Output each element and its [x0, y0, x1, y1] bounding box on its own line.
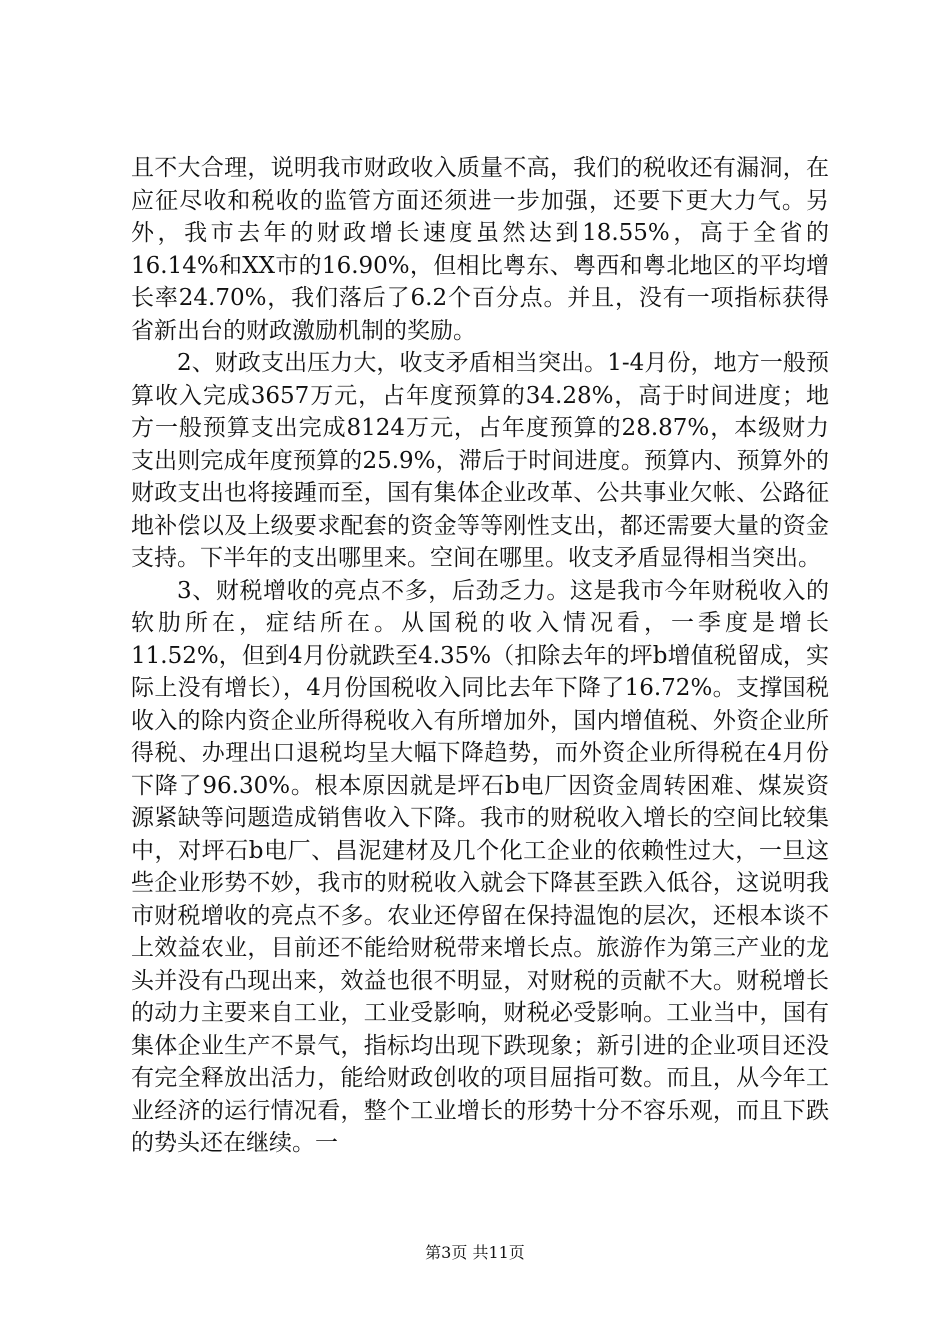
body-text: [131, 152, 829, 1160]
paragraph-3: 3、财税增收的亮点不多，后劲乏力。这是我市今年财税收入的软肋所在，症结所在。从国税的收入情况看，一季度是增长11.52%，但到4月份就跌至4.35%（扣除去年的坪b增值税留成，实际上没有增长），4月份国税收入同比去年下降了16.72%。支撑国税收入的除内资企业所得税收入有所增加外，国内增值税、外资企业所得税、办理出口退税均呈大幅下降趋势，而外资企业所得税在4月份下降了96.30%。根本原因就是坪石b电厂因资金周转困难、煤炭资源紧缺等问题造成销售收入下降。我市的财税收入增长的空间比较集中，对坪石b电厂、昌泥建材及几个化工企业的依赖性过大，一旦这些企业形势不妙，我市的财税收入就会下降甚至跌入低谷，这说明我市财税增收的亮点不多。农业还停留在保持温饱的层次，还根本谈不上效益农业，目前还不能给财税带来增长点。旅游作为第三产业的龙头并没有凸现出来，效益也很不明显，对财税的贡献不大。财税增长的动力主要来自工业，工业受影响，财税必受影响。工业当中，国有集体企业生产不景气，指标均出现下跌现象；新引进的企业项目还没有完全释放出活力，能给财政创收的项目屈指可数。而且，从今年工业经济的运行情况看，整个工业增长的形势十分不容乐观，而且下跌的势头还在继续。一: [131, 577, 829, 1156]
paragraph-1: 且不大合理，说明我市财政收入质量不高，我们的税收还有漏洞，在应征尽收和税收的监管方面还须进一步加强，还要下更大力气。另外，我市去年的财政增长速度虽然达到18.55%，高于全省的16.14%和XX市的16.90%，但相比粤东、粤西和粤北地区的平均增长率24.70%，我们落后了6.2个百分点。并且，没有一项指标获得省新出台的财政激励机制的奖励。: [131, 155, 829, 344]
paragraph-2: 2、财政支出压力大，收支矛盾相当突出。1-4月份，地方一般预算收入完成3657万元，占年度预算的34.28%，高于时间进度；地方一般预算支出完成8124万元，占年度预算的28.87%，本级财力支出则完成年度预算的25.9%，滞后于时间进度。预算内、预算外的财政支出也将接踵而至，国有集体企业改革、公共事业欠帐、公路征地补偿以及上级要求配套的资金等等刚性支出，都还需要大量的资金支持。下半年的支出哪里来。空间在哪里。收支矛盾显得相当突出。: [131, 350, 829, 571]
page-footer: 第3页 共11页: [425, 1243, 525, 1262]
